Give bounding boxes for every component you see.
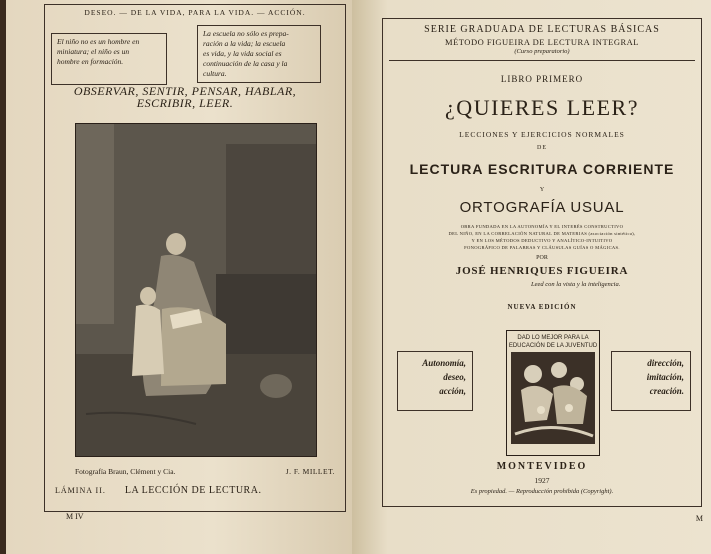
city: MONTEVIDEO [496, 461, 588, 472]
description-line: Y EN LOS MÉTODOS DEDUCTIVO Y ANALÍTICO-INTUITIVO [471, 238, 613, 243]
publisher-emblem [506, 330, 600, 456]
quote-box-school [197, 25, 321, 83]
artist-credit: J. F. MILLET. [285, 467, 335, 476]
verbs-heading [55, 85, 315, 109]
description-line: FONOGRÁFICO DE PALABRAS Y CLÁUSULAS GUÍAS O MÁGICAS. [464, 245, 620, 250]
quote-line: ración a la vida; la escuela [203, 39, 286, 48]
right-page [352, 0, 711, 554]
year: 1927 [534, 476, 550, 485]
quote-line: continuación de la casa y la [203, 59, 288, 68]
quote-line: es vida, y la vida social es [203, 49, 282, 58]
motto-word: imitación, [646, 372, 684, 382]
emblem-line: DAD LO MEJOR PARA LA [517, 335, 589, 341]
lessons-label: LECCIONES Y EJERCICIOS NORMALES [459, 130, 625, 139]
engraving-illustration [76, 124, 316, 456]
course-label: (Curso preparatorio) [514, 48, 570, 55]
edition-label: NUEVA EDICIÓN [507, 303, 577, 311]
description-line: OBRA FUNDADA EN LA AUTONOMÍA Y EL INTERÉS CONSTRUCTIVO [460, 224, 624, 229]
motto-word: dirección, [647, 358, 684, 368]
motto-word: Autonomía, [422, 358, 466, 368]
de-label: DE [537, 145, 547, 151]
method-title: MÉTODO FIGUEIRA DE LECTURA INTEGRAL [445, 37, 639, 47]
author-note: Leed con la vista y la inteligencia. [531, 281, 621, 288]
por-label: POR [536, 255, 548, 261]
main-title: ¿QUIERES LEER? [445, 95, 639, 120]
verbs-line: ESCRIBIR, LEER. [136, 96, 234, 110]
plate-title: LA LECCIÓN DE LECTURA. [124, 485, 262, 496]
title-page-frame [382, 18, 702, 507]
ortho-title: ORTOGRAFÍA USUAL [459, 199, 625, 216]
motto: DESEO. — DE LA VIDA, PARA LA VIDA. — ACCIÓN. [84, 8, 306, 17]
motto-word: creación. [649, 386, 684, 396]
millet-engraving [75, 123, 317, 457]
quote-box-child [51, 33, 167, 85]
quote-line: miniatura; el niño es un [57, 47, 130, 56]
plate-caption [55, 485, 335, 496]
quote-line: La escuela no sólo es prepa- [203, 29, 289, 38]
emblem-illustration [507, 350, 599, 450]
y-label: Y [539, 187, 545, 193]
description [383, 223, 701, 251]
top-rule [389, 60, 695, 61]
signature-mark-left: M IV [66, 512, 84, 521]
quote-line: hombre en formación. [57, 57, 124, 66]
description-line: DEL NIÑO, EN LA CORRELACIÓN NATURAL DE MATERIAS (asociación sintética), [448, 231, 636, 236]
signature-mark-right: M [695, 514, 703, 523]
subject-title: LECTURA ESCRITURA CORRIENTE [409, 161, 675, 177]
emblem-text [507, 331, 599, 350]
quote-line: El niño no es un hombre en [57, 37, 140, 46]
motto-box-left [397, 351, 473, 411]
book-label: LIBRO PRIMERO [500, 74, 584, 84]
series-title: SERIE GRADUADA DE LECTURAS BÁSICAS [424, 24, 660, 35]
motto-box-right [611, 351, 691, 411]
plate-number: LÁMINA II. [55, 486, 106, 495]
emblem-line: EDUCACIÓN DE LA JUVENTUD [508, 343, 598, 349]
verbs-line: OBSERVAR, SENTIR, PENSAR, HABLAR, [73, 84, 297, 98]
motto-word: deseo, [443, 372, 466, 382]
left-page-frame [44, 4, 346, 512]
quote-line: cultura. [203, 69, 227, 78]
copyright-notice: Es propiedad. — Reproducción prohibida (Copyright). [470, 488, 614, 495]
motto-word: acción, [439, 386, 466, 396]
left-page [6, 0, 352, 554]
photo-credit: Fotografía Braun, Clément y Cia. [75, 467, 176, 476]
author-name: JOSÉ HENRIQUES FIGUEIRA [455, 265, 629, 277]
